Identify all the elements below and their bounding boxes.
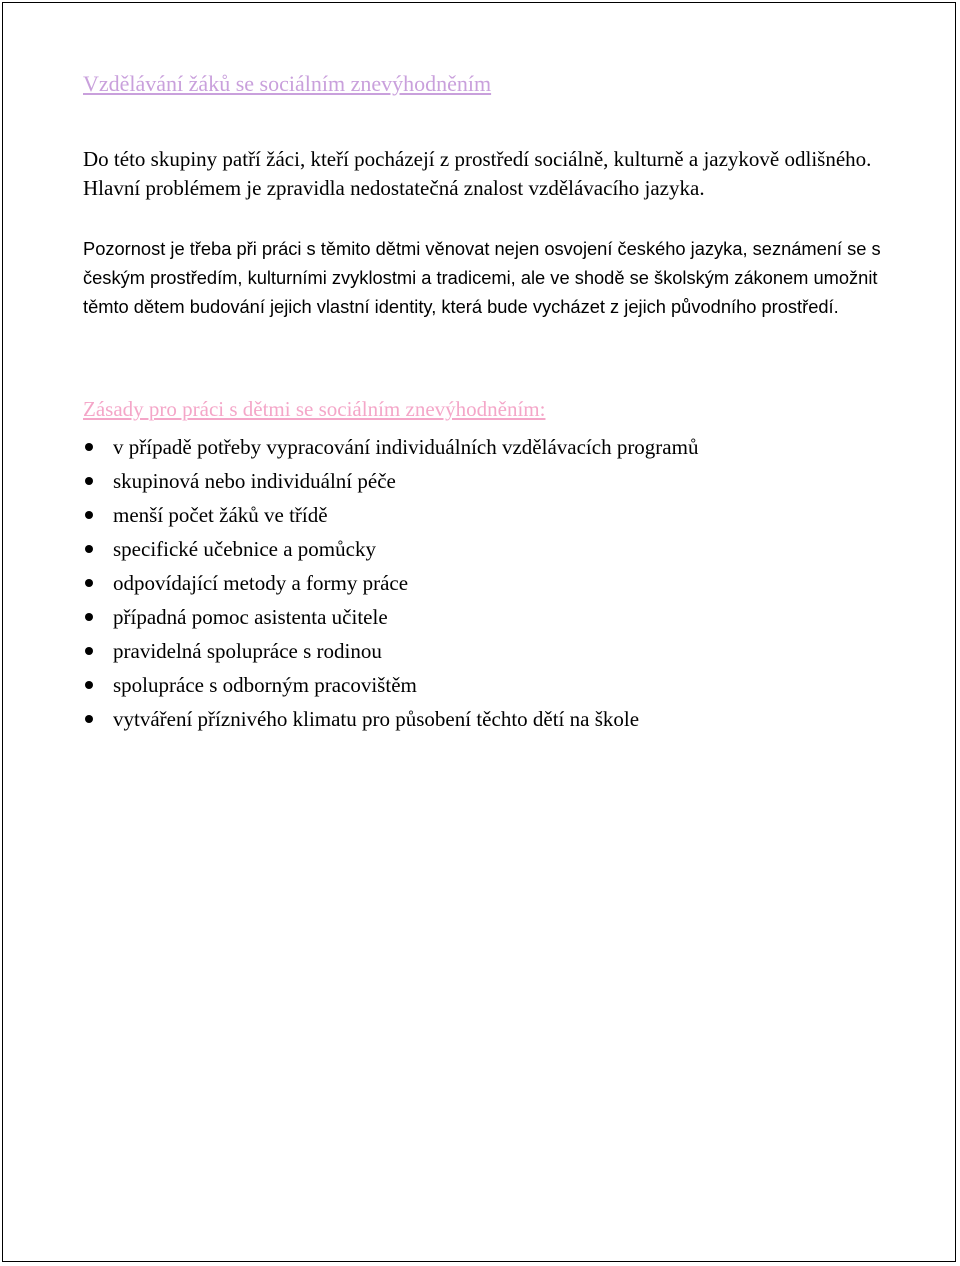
bullet-icon bbox=[85, 613, 93, 621]
document-title: Vzdělávání žáků se sociálním znevýhodněním bbox=[83, 71, 492, 96]
intro-paragraph: Do této skupiny patří žáci, kteří pocházejí z prostředí sociálně, kulturně a jazykově odlišného. Hlavní problémem je zpravidla nedostatečná znalost vzdělávacího jazyka. bbox=[83, 147, 872, 200]
list-item bbox=[83, 433, 903, 467]
list-item-text: specifické učebnice a pomůcky bbox=[113, 537, 376, 561]
list-item-text: skupinová nebo individuální péče bbox=[113, 469, 396, 493]
list-item bbox=[83, 671, 903, 705]
bullet-icon bbox=[85, 715, 93, 723]
list-item-text: menší počet žáků ve třídě bbox=[113, 503, 328, 527]
document-page bbox=[2, 2, 956, 1262]
list-item bbox=[83, 705, 903, 739]
list-item-text: odpovídající metody a formy práce bbox=[113, 571, 409, 595]
bullet-icon bbox=[85, 545, 93, 553]
list-item bbox=[83, 569, 903, 603]
bullet-icon bbox=[85, 647, 93, 655]
list-item bbox=[83, 637, 903, 671]
principles-heading: Zásady pro práci s dětmi se sociálním znevýhodněním: bbox=[83, 397, 546, 421]
principles-list bbox=[83, 433, 903, 739]
list-item-text: vytváření příznivého klimatu pro působení těchto dětí na škole bbox=[113, 707, 640, 731]
list-item bbox=[83, 467, 903, 501]
list-item-text: spolupráce s odborným pracovištěm bbox=[113, 673, 417, 697]
bullet-icon bbox=[85, 681, 93, 689]
list-item-text: v případě potřeby vypracování individuálních vzdělávacích programů bbox=[113, 435, 699, 459]
bullet-icon bbox=[85, 579, 93, 587]
list-item bbox=[83, 501, 903, 535]
list-item-text: případná pomoc asistenta učitele bbox=[113, 605, 388, 629]
list-item-text: pravidelná spolupráce s rodinou bbox=[113, 639, 382, 663]
bullet-icon bbox=[85, 511, 93, 519]
list-item bbox=[83, 603, 903, 637]
bullet-icon bbox=[85, 443, 93, 451]
bullet-icon bbox=[85, 477, 93, 485]
attention-paragraph: Pozornost je třeba při práci s těmito dětmi věnovat nejen osvojení českého jazyka, seznámení se s českým prostředím, kulturními zvyklostmi a tradicemi, ale ve shodě se školským zákonem umožnit těmto dětem budování jejich vlastní identity, která bude vycházet z jejich původního prostředí. bbox=[83, 238, 881, 317]
list-item bbox=[83, 535, 903, 569]
